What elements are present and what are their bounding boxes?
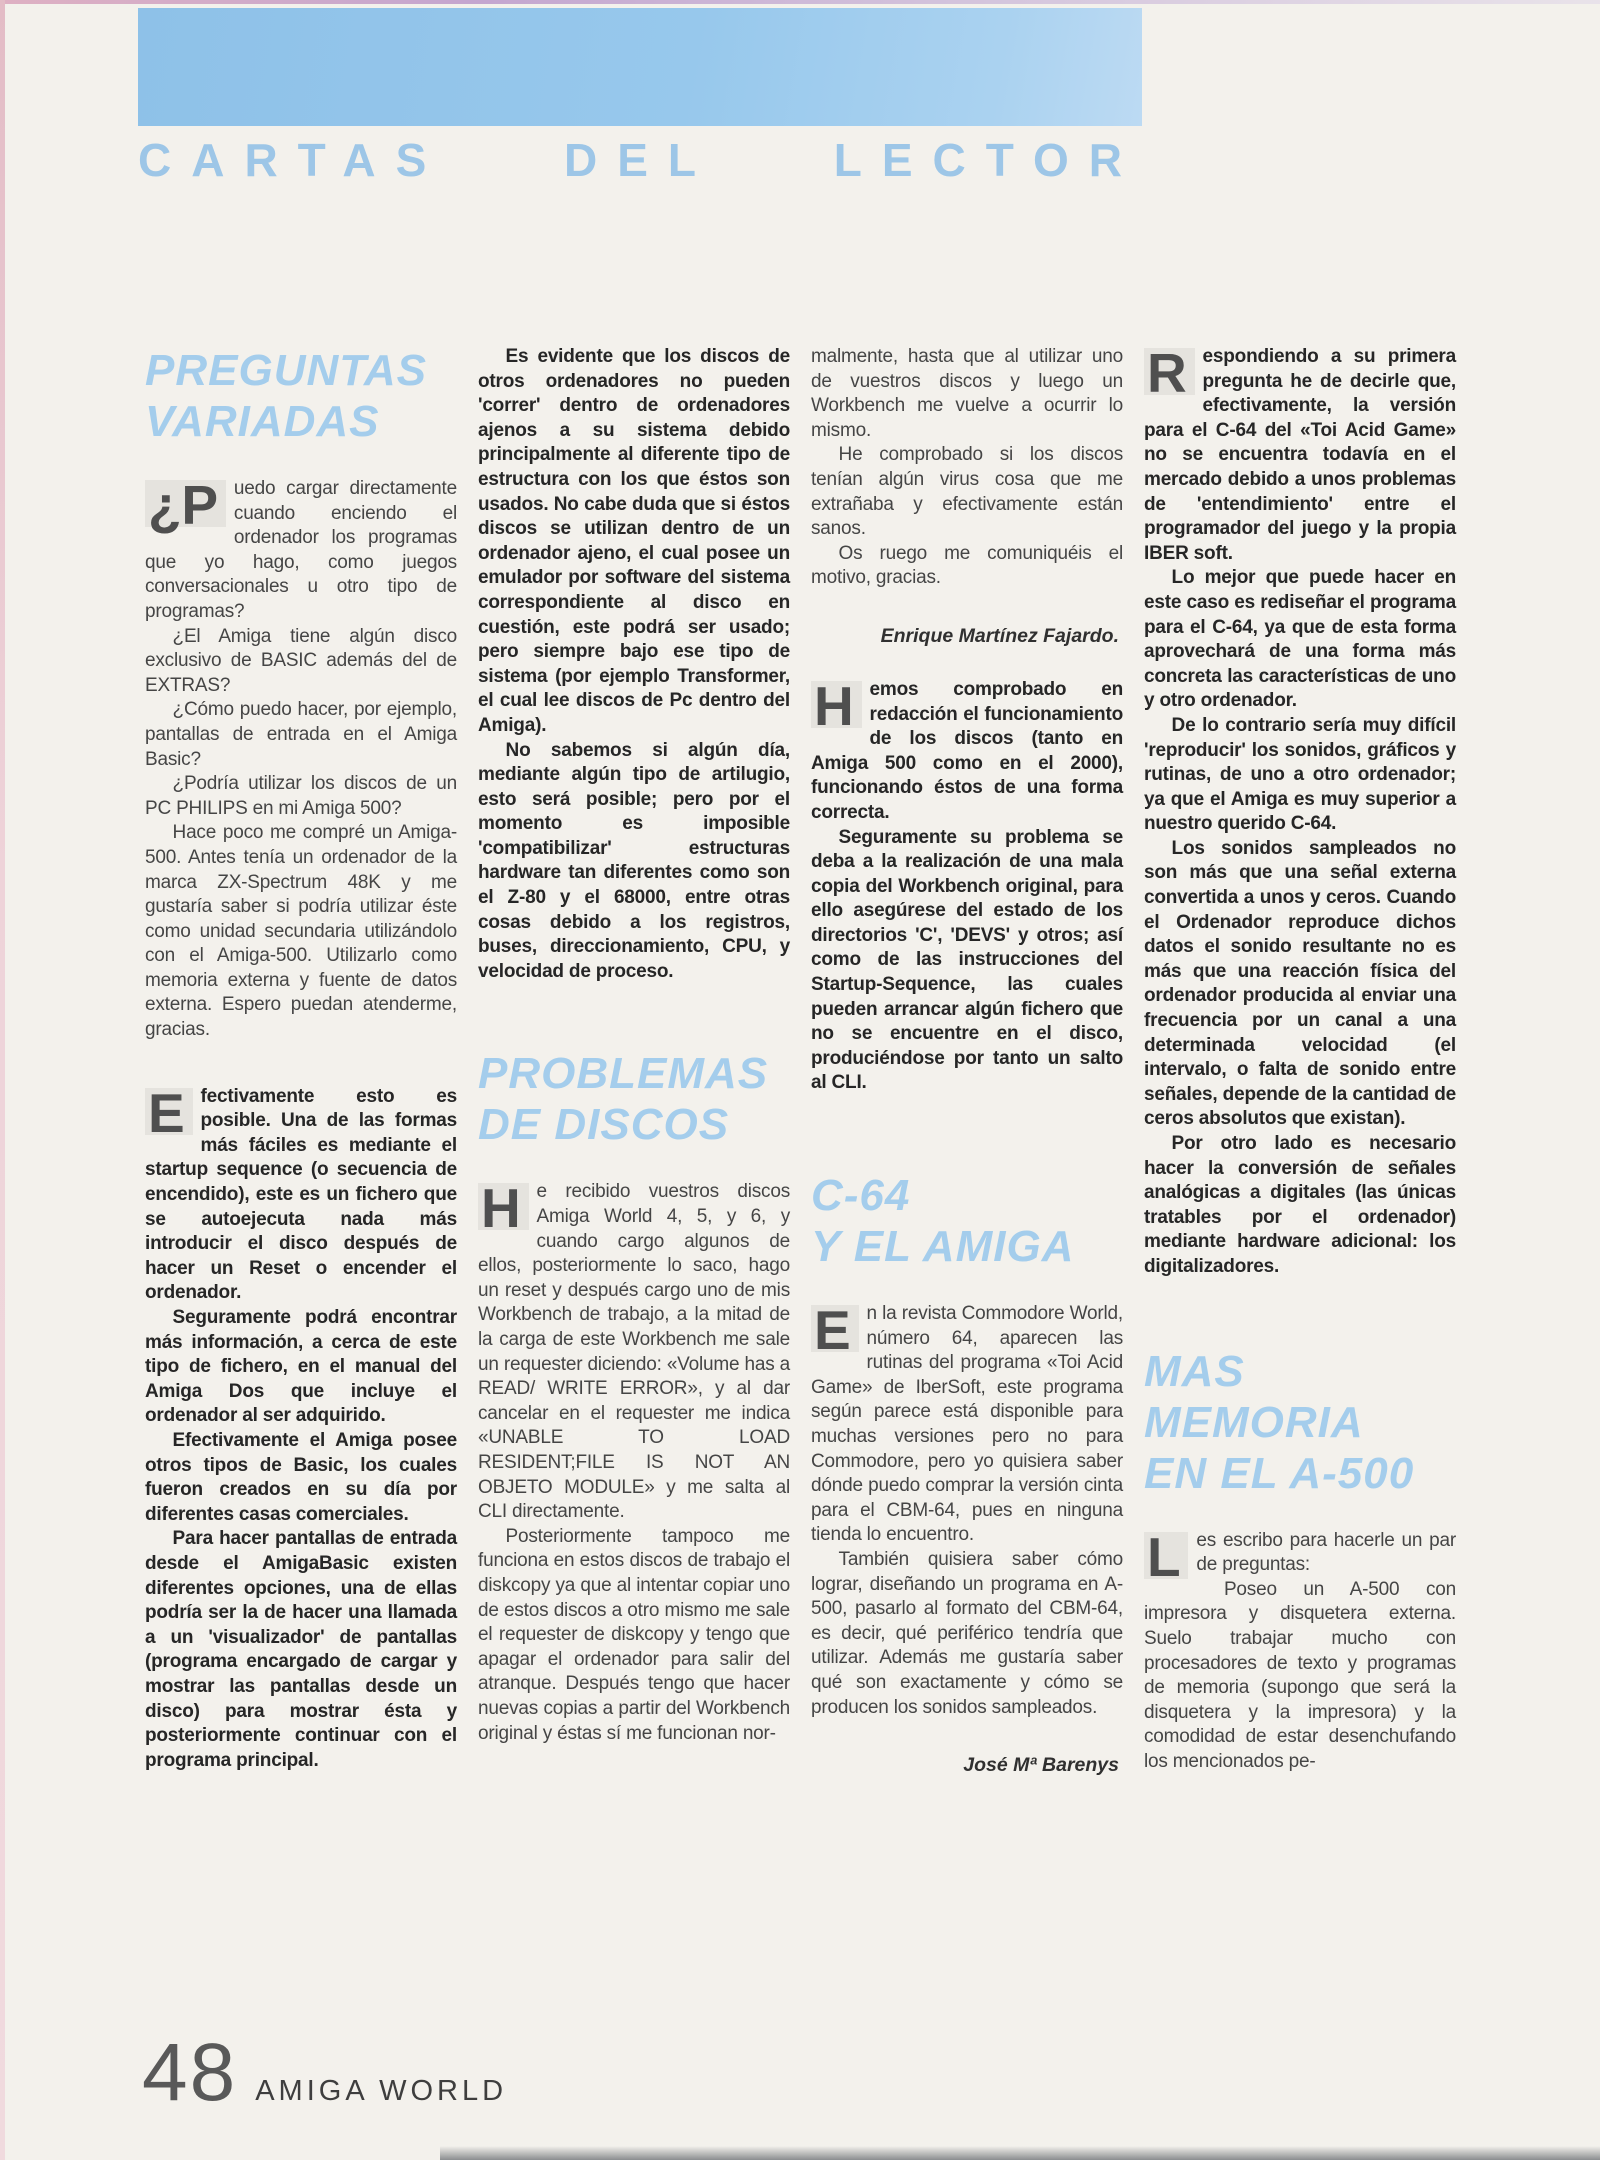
page-number: 48: [142, 2027, 238, 2118]
magazine-name: AMIGA WORLD: [255, 2075, 508, 2107]
scan-edge-top: [0, 0, 1600, 4]
letter-paragraph: Poseo un A-500 con impresora y disquetera externa. Suelo trabajar mucho con procesadores de texto y programas de memoria (supongo que será la disquetera y la impresora) y la comodidad de estar desenchufando los mencionados pe-: [1144, 1578, 1456, 1772]
letter-paragraph: Posteriormente tampoco me funciona en estos discos de trabajo el diskcopy ya que al intentar copiar uno de estos discos a otro mismo me sale el requester de diskcopy y tengo que apagar el ordenador para salir del atranque. Después tengo que hacer nuevas copias a partir del Workbench original y éstas sí me funcionan nor-: [478, 1525, 790, 1744]
letter-paragraph: He comprobado si los discos tenían algún virus cosa que me extrañaba y efectivamente están sanos.: [811, 444, 1123, 540]
page-title: [138, 134, 1142, 190]
page-footer: [142, 2026, 507, 2120]
letter-paragraph: ¿El Amiga tiene algún disco exclusivo de BASIC además del de EXTRAS?: [145, 625, 457, 696]
scan-edge-bottom-shadow: [440, 2146, 1600, 2160]
scan-edge-left: [0, 0, 5, 2160]
drop-cap: L: [1144, 1532, 1188, 1579]
letter-signature: Enrique Martínez Fajardo.: [880, 624, 1119, 647]
section-heading: MAS MEMORIA EN EL A-500: [1144, 1346, 1415, 1498]
text-column-2: [478, 345, 790, 1746]
letter-paragraph: H e recibido vuestros discos Amiga World 4, 5, y 6, y cuando cargo algunos de ellos, posteriormente lo saco, hago un reset y después cargo uno de mis Workbench de trabajo, a la mitad de la carga de este Workbench me sale un requester diciendo: «Volume has a READ/ WRITE ERROR», y al dar cancelar en el requester me indica «UNABLE TO LOAD RESIDENT;FILE IS NOT AN OBJETO MODULE» y me salta al CLI directamente.: [478, 1177, 790, 1523]
text-column-3: [811, 345, 1123, 1807]
letter-signature: José Mª Barenys: [963, 1754, 1119, 1777]
text-column-4: [1144, 342, 1456, 1775]
drop-cap: R: [1144, 348, 1195, 395]
reply-paragraph: Por otro lado es necesario hacer la conversión de señales analógicas a digitales (las únicas tratables por el ordenador) mediante hardware adicional: los digitalizadores.: [1144, 1133, 1456, 1277]
letter-paragraph: L es escribo para hacerle un par de preguntas:: [1144, 1529, 1456, 1578]
letter-paragraph: ¿Podría utilizar los discos de un PC PHILIPS en mi Amiga 500?: [145, 773, 457, 819]
text-column-1: [145, 345, 457, 1773]
reply-paragraph: Efectivamente el Amiga posee otros tipos de Basic, los cuales fueron creados en su día por diferentes casas comerciales.: [145, 1429, 457, 1525]
reply-paragraph: Los sonidos sampleados no son más que una señal externa convertida a unos y ceros. Cuando el Ordenador reproduce dichos datos el sonido resultante no es más que una reacción física del ordenador producida al enviar una frecuencia por un canal a una determinada velocidad (el intervalo, o falta de sonido entre señales, depende de la cantidad de ceros absolutos que existan).: [1144, 837, 1456, 1130]
drop-cap: ¿P: [145, 480, 226, 527]
letter-paragraph: También quisiera saber cómo lograr, diseñando un programa en A-500, pasarlo al formato del CBM-64, es decir, qué periférico tendría que utilizar. Además me gustaría saber qué son exactamente y cómo se producen los sonidos sampleados.: [811, 1548, 1123, 1718]
header-title-word: LECTOR: [833, 134, 1142, 186]
reply-paragraph: Para hacer pantallas de entrada desde el AmigaBasic existen diferentes opciones, una de ellas podría ser la de hacer una llamada a un 'visualizador' de pantallas (programa encargado de cargar y mostrar las pantallas desde un disco) para mostrar ésta y posteriormente continuar con el programa principal.: [145, 1528, 457, 1771]
letter-paragraph: Hace poco me compré un Amiga-500. Antes tenía un ordenador de la marca ZX-Spectrum 48K y me gustaría saber si podría utilizar éste como unidad secundaria utilizándolo con el Amiga-500. Utilizarlo como memoria externa y fuente de datos externa. Espero puedan atenderme, gracias.: [145, 822, 457, 1041]
section-heading: PROBLEMAS DE DISCOS: [478, 1049, 769, 1150]
drop-cap: H: [811, 681, 862, 728]
reply-paragraph: R espondiendo a su primera pregunta he de decirle que, efectivamente, la versión para el C-64 del «Toi Acid Game» no se encuentra todavía en el mercado debido a unos problemas de 'entendimiento' entre el programador del juego y la propia IBER soft.: [1144, 342, 1456, 564]
letter-paragraph: Os ruego me comuniquéis el motivo, gracias.: [811, 542, 1123, 589]
reply-paragraph: Seguramente su problema se deba a la realización de una mala copia del Workbench original, para ello asegúrese del estado de los directorios 'C', 'DEVS' y otros; así como de las instrucciones del Startup-Sequence, las cuales pueden arrancar algún fichero que no se encuentre en el disco, produciéndose por tanto un salto al CLI.: [811, 826, 1123, 1094]
section-heading: C-64 Y EL AMIGA: [811, 1171, 1075, 1272]
letter-paragraph: E n la revista Commodore World, número 64, aparecen las rutinas del programa «Toi Acid Game» de IberSoft, este programa según parece está disponible para muchas versiones pero no para Commodore, pero yo quisiera saber dónde puedo comprar la versión cinta para el CBM-64, pues en ninguna tienda lo encuentro.: [811, 1299, 1123, 1546]
header-title-word: CARTAS: [138, 134, 447, 186]
reply-paragraph: No sabemos si algún día, mediante algún tipo de artilugio, esto será posible; pero por el momento es imposible 'compatibilizar' estructuras hardware tan diferentes como son el Z-80 y el 68000, entre otras cosas debido a los registros, buses, direccionamiento, CPU, y velocidad de proceso.: [478, 739, 790, 982]
reply-paragraph: De lo contrario sería muy difícil 'reproducir' los sonidos, gráficos y rutinas, de uno a otro ordenador; ya que el Amiga es muy superior a nuestro querido C-64.: [1144, 714, 1456, 835]
drop-cap: H: [478, 1183, 529, 1230]
header-title-word: DEL: [563, 134, 716, 186]
reply-paragraph: Es evidente que los discos de otros ordenadores no pueden 'correr' dentro de ordenadores ajenos a su sistema debido principalmente al diferente tipo de estructura con los que éstos son usados. No cabe duda que si éstos discos se utilizan dentro de un ordenador ajeno, el cual posee un emulador por software del sistema correspondiente al disco en cuestión, este podrá ser usado; pero siempre bajo ese tipo de sistema (por ejemplo Transformer, el cual lee discos de Pc dentro del Amiga).: [478, 346, 790, 736]
reply-paragraph: H emos comprobado en redacción el funcionamiento de los discos (tanto en Amiga 500 como en el 2000), funcionando éstos de una forma correcta.: [811, 674, 1123, 823]
letter-paragraph: ¿Cómo puedo hacer, por ejemplo, pantallas de entrada en el Amiga Basic?: [145, 699, 457, 770]
letter-paragraph: malmente, hasta que al utilizar uno de vuestros discos y luego un Workbench me vuelve a ocurrir lo mismo.: [811, 346, 1123, 441]
reply-paragraph: E fectivamente esto es posible. Una de las formas más fáciles es mediante el startup sequence (o secuencia de encendido), este es un fichero que se autoejecuta nada más introducir el disco después de hacer un Reset o encender el ordenador.: [145, 1081, 457, 1304]
reply-paragraph: Seguramente podrá encontrar más información, a cerca de este tipo de fichero, en el manual del Amiga Dos que incluye el ordenador al ser adquirido.: [145, 1307, 457, 1427]
reply-paragraph: Lo mejor que puede hacer en este caso es rediseñar el programa para el C-64, ya que de esta forma aprovechará de una forma más concreta las características de uno y otro ordenador.: [1144, 567, 1456, 712]
letter-paragraph: ¿P uedo cargar directamente cuando enciendo el ordenador los programas que yo hago, como juegos conversacionales u otro tipo de programas?: [145, 474, 457, 622]
section-heading: PREGUNTAS VARIADAS: [145, 346, 427, 446]
drop-cap: E: [811, 1305, 859, 1352]
header-color-bar: [138, 8, 1142, 126]
drop-cap: E: [145, 1088, 193, 1135]
